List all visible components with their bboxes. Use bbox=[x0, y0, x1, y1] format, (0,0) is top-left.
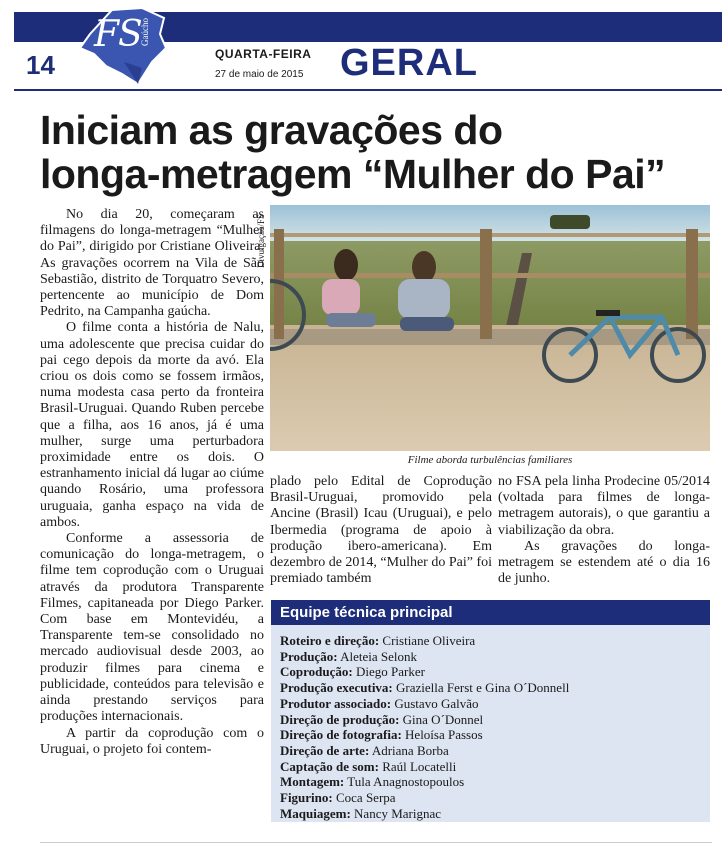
crew-box-title: Equipe técnica principal bbox=[271, 600, 710, 625]
section-title: GERAL bbox=[340, 42, 478, 84]
crew-row bbox=[280, 790, 705, 806]
crew-role: Direção de fotografia: bbox=[280, 727, 402, 743]
crew-row bbox=[280, 696, 705, 712]
crew-role: Captação de som: bbox=[280, 758, 379, 774]
crew-name: Gustavo Galvão bbox=[394, 695, 479, 711]
crew-name: Gina O´Donnel bbox=[402, 711, 484, 727]
headline bbox=[40, 108, 710, 196]
paragraph: No dia 20, começaram as filmagens do longa-metragem “Mulher do Pai”, dirigido por Cristiane Oliveira. As gravações ocorrem na Vila de São Sebastião, distrito de Torquatro Severo, pertencente ao município de Dom Pedrito, na Campanha gaúcha. bbox=[40, 207, 264, 320]
article-column-2 bbox=[270, 474, 492, 587]
crew-role: Maquiagem: bbox=[280, 805, 351, 821]
crew-role: Figurino: bbox=[280, 790, 333, 806]
crew-name: Nancy Marignac bbox=[354, 805, 442, 821]
paragraph: Conforme a assessoria de comunicação do longa-metragem, o filme tem coprodução com o Uruguai através da produtora Transparente Filmes, capitaneada por Diego Parker. Com base em Montevidéu, a Transparente tem-se consolidado no mercado audiovisual desde 2003, ao produzir filmes para cinema e publicidade, conteúdos para televisão e ainda prestando serviços para produções internacionais. bbox=[40, 531, 264, 725]
paragraph: A partir da coprodução com o Uruguai, o projeto foi contem- bbox=[40, 725, 264, 757]
header-divider bbox=[14, 89, 722, 91]
crew-row bbox=[280, 649, 705, 665]
headline-line-2: longa-metragem “Mulher do Pai” bbox=[40, 151, 666, 197]
weekday: QUARTA-FEIRA bbox=[215, 47, 312, 61]
crew-row bbox=[280, 743, 705, 759]
crew-name: Diego Parker bbox=[355, 664, 425, 680]
article-photo bbox=[270, 205, 710, 451]
crew-role: Produtor associado: bbox=[280, 695, 392, 711]
crew-role: Roteiro e direção: bbox=[280, 633, 380, 648]
crew-row bbox=[280, 633, 705, 649]
headline-line-1: Iniciam as gravações do bbox=[40, 107, 503, 153]
crew-role: Produção executiva: bbox=[280, 680, 393, 696]
crew-name: Heloísa Passos bbox=[405, 727, 483, 743]
photo-credit: Divulgação/FS bbox=[256, 214, 266, 268]
crew-list bbox=[280, 633, 705, 821]
bottom-divider bbox=[40, 842, 712, 843]
page-number: 14 bbox=[26, 50, 55, 80]
crew-role: Direção de produção: bbox=[280, 711, 400, 727]
crew-role: Direção de arte: bbox=[280, 742, 370, 758]
crew-row bbox=[280, 664, 705, 680]
crew-row bbox=[280, 774, 705, 790]
crew-name: Cristiane Oliveira bbox=[382, 633, 476, 648]
crew-role: Coprodução: bbox=[280, 664, 353, 680]
logo-text: FS bbox=[94, 14, 142, 55]
crew-role: Produção: bbox=[280, 648, 338, 664]
crew-row bbox=[280, 727, 705, 743]
paragraph: no FSA pela linha Prodecine 05/2014 (voltada para filmes de longa-metragem autorais), o que garantiu a viabilização da obra. bbox=[498, 474, 710, 538]
crew-row bbox=[280, 680, 705, 696]
article-column-3 bbox=[498, 474, 710, 587]
crew-row bbox=[280, 806, 705, 822]
crew-name: Coca Serpa bbox=[335, 790, 396, 806]
crew-name: Aleteia Selonk bbox=[340, 648, 417, 664]
paragraph: As gravações do longa-metragem se estendem até o dia 16 de junho. bbox=[498, 538, 710, 587]
issue-date: 27 de maio de 2015 bbox=[215, 69, 304, 80]
crew-row bbox=[280, 712, 705, 728]
paragraph: plado pelo Edital de Coprodução Brasil-Uruguai, promovido pela Ancine (Brasil) Icau (Uruguai), e pelo Ibermedia (programa de apoio à produção ibero-americana). Em dezembro de 2014, “Mulher do Pai” foi premiado também bbox=[270, 474, 492, 587]
crew-role: Montagem: bbox=[280, 774, 345, 790]
paragraph: O filme conta a história de Nalu, uma adolescente que precisa cuidar do pai cego depois da morte da avó. Ela criou os dois como se fossem irmãos, numa modesta casa perto da fronteira Brasil-Uruguai. Quando Ruben percebe que a filha, aos 16 anos, já é uma mulher, surge uma perturbadora proximidade entre os dois. O estranhamento inicial dá lugar ao ciúme quando Rosário, uma professora uruguaia, ganha espaço na vida de ambos. bbox=[40, 320, 264, 530]
crew-name: Graziella Ferst e Gina O´Donnell bbox=[396, 680, 570, 696]
crew-name: Adriana Borba bbox=[371, 742, 449, 758]
crew-row bbox=[280, 759, 705, 775]
crew-name: Raúl Locatelli bbox=[382, 758, 457, 774]
crew-name: Tula Anagnostopoulos bbox=[347, 774, 465, 790]
photo-caption: Filme aborda turbulências familiares bbox=[407, 454, 573, 466]
article-column-1 bbox=[40, 207, 264, 758]
logo-subtext: Gaúcho bbox=[140, 18, 150, 46]
